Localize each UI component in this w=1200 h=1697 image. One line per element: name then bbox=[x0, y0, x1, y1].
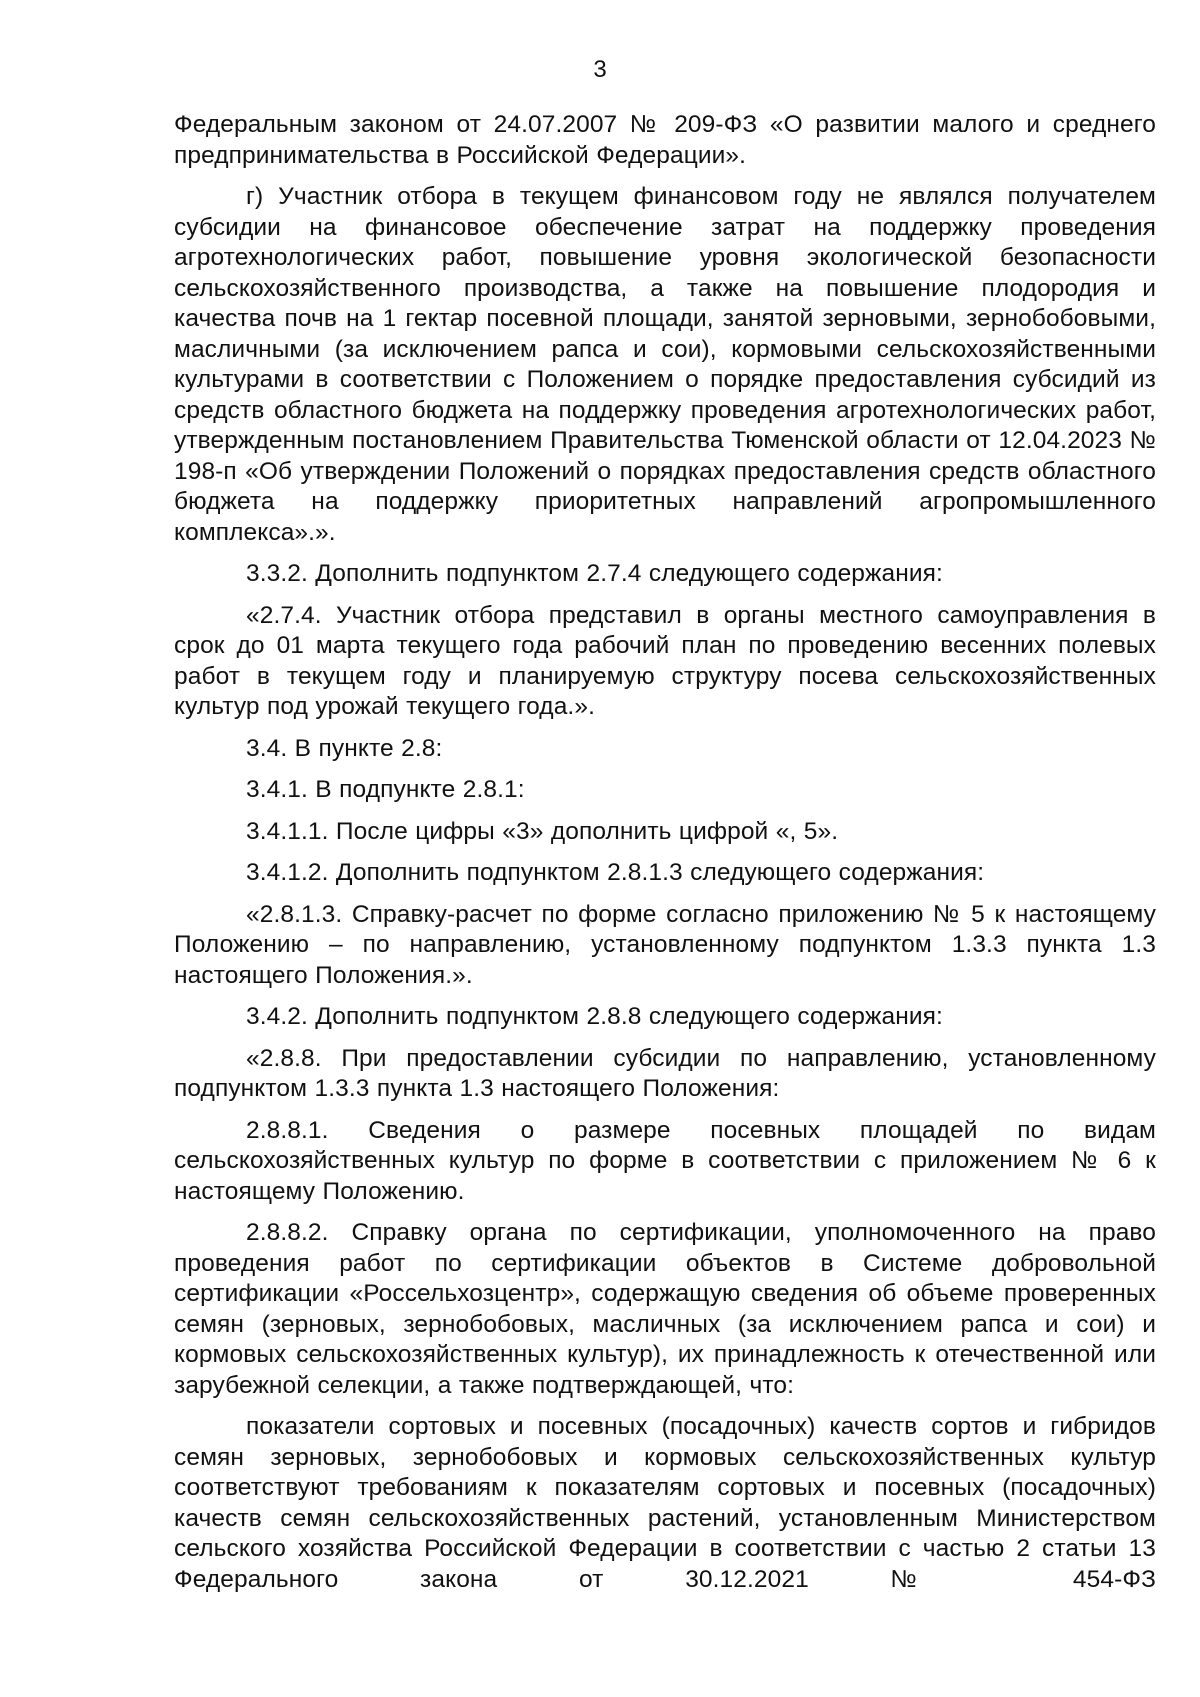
paragraph-law-reference-continuation: Федеральным законом от 24.07.2007 № 209-ФЗ «О развитии малого и среднего предпринимательства в Российской Федерации». bbox=[174, 111, 1156, 169]
paragraph-3-4-1-1: 3.4.1.1. После цифры «3» дополнить цифрой «, 5». bbox=[246, 817, 839, 845]
paragraph-3-4-1: 3.4.1. В подпункте 2.8.1: bbox=[246, 776, 525, 803]
paragraph-3-4-1-2: 3.4.1.2. Дополнить подпунктом 2.8.1.3 следующего содержания: bbox=[246, 859, 985, 886]
paragraph-2-8-8: «2.8.8. При предоставлении субсидии по направлению, установленному подпунктом 1.3.3 пункта 1.3 настоящего Положения: bbox=[174, 1044, 1156, 1102]
paragraph-2-8-8-2: 2.8.8.2. Справку органа по сертификации, уполномоченного на право проведения работ по сертификации объектов в Системе добровольной сертификации «Россельхозцентр», содержащую сведения об объеме проверенных семян (зерновых, зернобобовых, масличных (за исключением рапса и сои) и кормовых сельскохозяйственных культур), их принадлежность к отечественной или зарубежной селекции, а также подтверждающей, что: bbox=[174, 1219, 1156, 1399]
paragraph-item-g: г) Участник отбора в текущем финансовом году не являлся получателем субсидии на финансовое обеспечение затрат на поддержку проведения агротехнологических работ, повышение уровня экологической безопасности сельскохозяйственного производства, а также на повышение плодородия и качества почв на 1 гектар посевной площади, занятой зерновыми, зернобобовыми, масличными (за исключением рапса и сои), кормовыми сельскохозяйственными культурами в соответствии с Положением о порядке предоставления субсидий из средств областного бюджета на поддержку проведения агротехнологических работ, утвержденным постановлением Правительства Тюменской области от 12.04.2023 № 198-п «Об утверждении Положений о порядках предоставления средств областного бюджета на поддержку приоритетных направлений агропромышленного комплекса».». bbox=[174, 183, 1156, 546]
paragraph-3-4-2: 3.4.2. Дополнить подпунктом 2.8.8 следующего содержания: bbox=[246, 1003, 943, 1030]
page-number: 3 bbox=[593, 56, 607, 83]
paragraph-2-8-8-1: 2.8.8.1. Сведения о размере посевных площадей по видам сельскохозяйственных культур по форме в соответствии с приложением № 6 к настоящему Положению. bbox=[174, 1116, 1156, 1205]
document-body bbox=[174, 110, 1156, 1606]
paragraph-3-4: 3.4. В пункте 2.8: bbox=[246, 734, 443, 762]
paragraph-2-8-1-3: «2.8.1.3. Справку-расчет по форме согласно приложению № 5 к настоящему Положению – по направлению, установленному подпунктом 1.3.3 пункта 1.3 настоящего Положения.». bbox=[174, 900, 1156, 989]
paragraph-2-7-4: «2.7.4. Участник отбора представил в органы местного самоуправления в срок до 01 марта текущего года рабочий план по проведению весенних полевых работ в текущем году и планируемую структуру посева сельскохозяйственных культур под урожай текущего года.». bbox=[174, 601, 1156, 720]
paragraph-3-3-2: 3.3.2. Дополнить подпунктом 2.7.4 следующего содержания: bbox=[246, 560, 943, 587]
paragraph-quality-indicators: показатели сортовых и посевных (посадочных) качеств сортов и гибридов семян зерновых, зернобобовых и кормовых сельскохозяйственных культур соответствуют требованиям к показателям сортовых и посевных (посадочных) качеств семян сельскохозяйственных растений, установленным Министерством сельского хозяйства Российской Федерации в соответствии с частью 2 статьи 13 Федерального закона от 30.12.2021 № 454-ФЗ bbox=[174, 1413, 1156, 1593]
